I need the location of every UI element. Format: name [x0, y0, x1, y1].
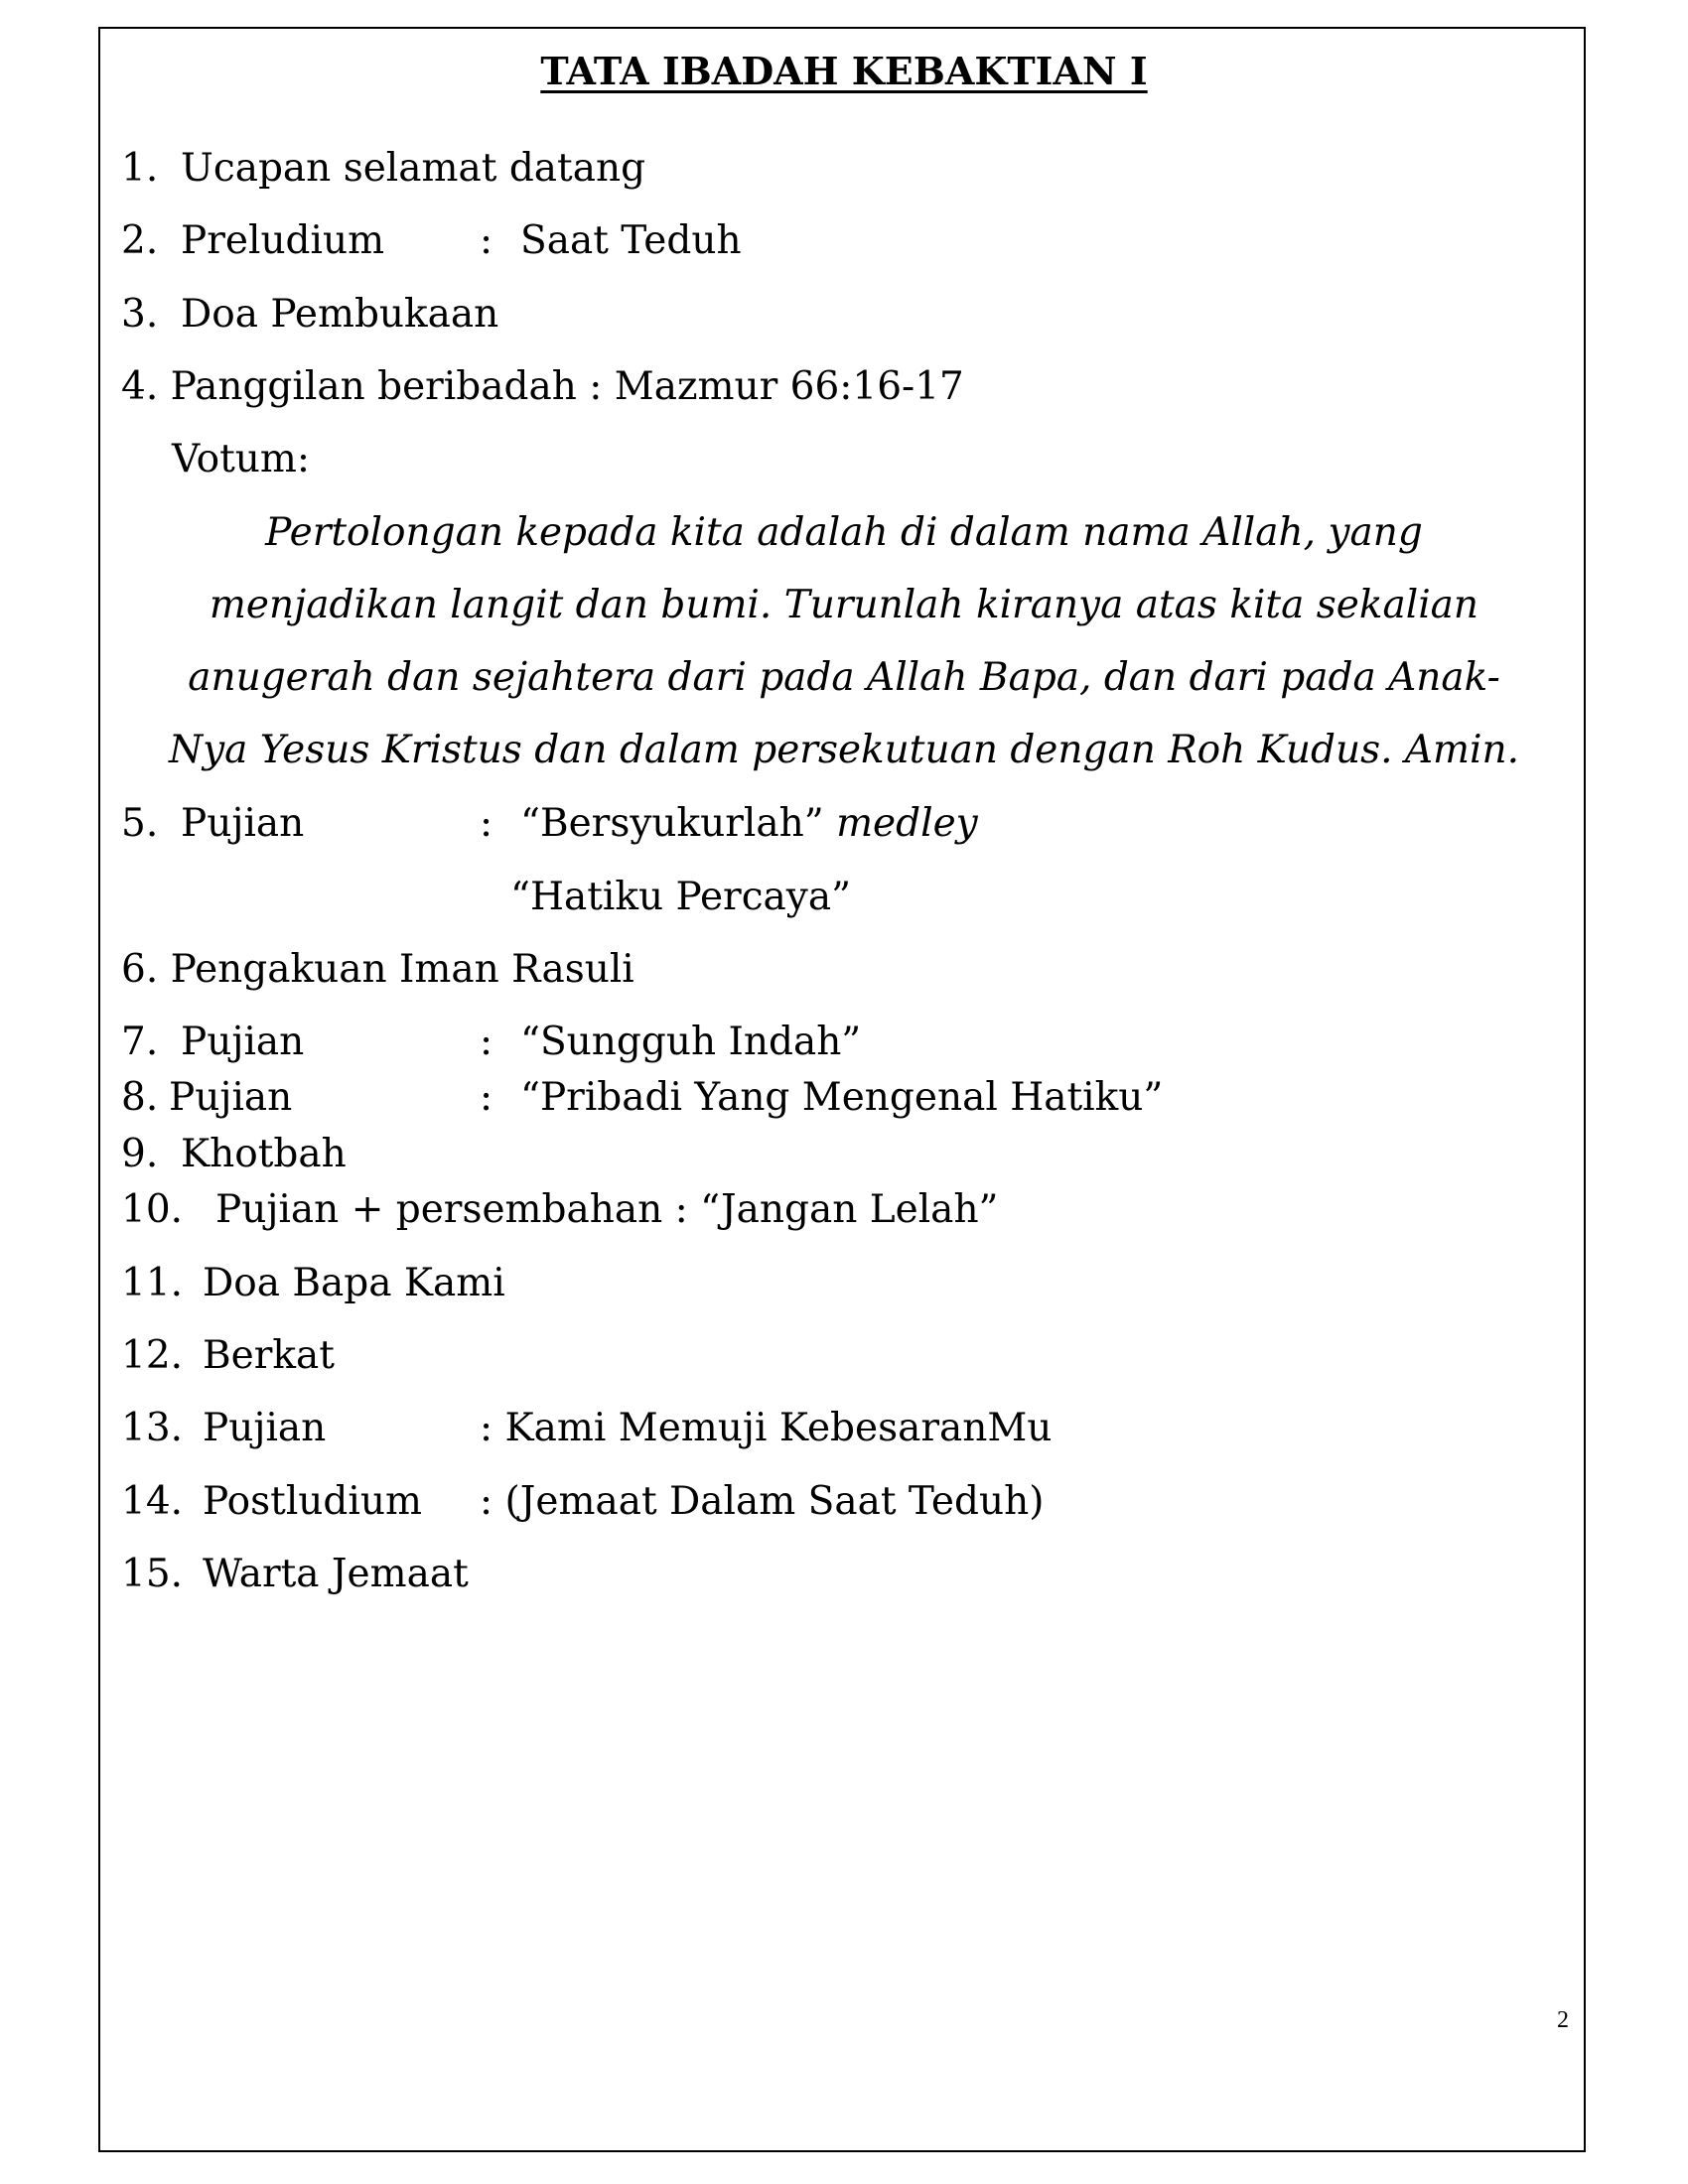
- item-3-number: 3.: [121, 292, 159, 337]
- votum-line: Nya Yesus Kristus dan dalam persekutuan dengan Roh Kudus. Amin.: [168, 728, 1520, 772]
- item-8-separator: :: [480, 1075, 493, 1120]
- item-14-value: : (Jemaat Dalam Saat Teduh): [480, 1479, 1045, 1524]
- item-13-label: Pujian: [203, 1406, 327, 1450]
- document-title: TATA IBADAH KEBAKTIAN I: [540, 49, 1148, 93]
- item-9-number: 9.: [121, 1132, 159, 1176]
- item-10-number: 10.: [121, 1187, 184, 1232]
- item-2-number: 2.: [121, 218, 159, 263]
- votum-line: menjadikan langit dan bumi. Turunlah kiranya atas kita sekalian: [209, 583, 1479, 627]
- votum-line: anugerah dan sejahtera dari pada Allah Bapa, dan dari pada Anak-: [188, 655, 1500, 700]
- item-10-label: Pujian + persembahan : “Jangan Lelah”: [215, 1187, 999, 1232]
- item-12-label: Berkat: [203, 1333, 335, 1378]
- item-12-number: 12.: [121, 1333, 184, 1378]
- item-13-value: : Kami Memuji KebesaranMu: [480, 1406, 1053, 1450]
- item-5-separator: :: [480, 801, 493, 846]
- item-1-label: Ucapan selamat datang: [181, 146, 646, 191]
- item-5-medley: medley: [836, 801, 978, 846]
- item-7-number: 7.: [121, 1020, 159, 1064]
- item-8-value: “Pribadi Yang Mengenal Hatiku”: [520, 1075, 1164, 1120]
- votum-line: Pertolongan kepada kita adalah di dalam nama Allah, yang: [265, 510, 1423, 555]
- item-11-label: Doa Bapa Kami: [203, 1261, 505, 1305]
- item-5-value: [520, 799, 978, 849]
- item-5-label: Pujian: [181, 801, 305, 846]
- item-3-label: Doa Pembukaan: [181, 292, 499, 337]
- item-1-number: 1.: [121, 146, 159, 191]
- item-5-number: 5.: [121, 801, 159, 846]
- votum-label: Votum:: [172, 437, 310, 481]
- item-2-value: Saat Teduh: [520, 218, 742, 263]
- item-2-separator: :: [480, 218, 493, 263]
- item-8-label: Pujian: [169, 1075, 293, 1120]
- item-7-separator: :: [480, 1020, 493, 1064]
- item-4-text: 4. Panggilan beribadah : Mazmur 66:16-17: [121, 364, 964, 409]
- item-14-number: 14.: [121, 1479, 184, 1524]
- item-15-number: 15.: [121, 1552, 184, 1596]
- item-6-text: 6. Pengakuan Iman Rasuli: [121, 947, 634, 992]
- item-11-number: 11.: [121, 1261, 184, 1305]
- item-9-label: Khotbah: [181, 1132, 347, 1176]
- item-13-number: 13.: [121, 1406, 184, 1450]
- page-number: 2: [1557, 2007, 1569, 2033]
- item-5-song: “Bersyukurlah”: [520, 801, 824, 846]
- item-8-number: 8.: [121, 1075, 159, 1120]
- item-7-value: “Sungguh Indah”: [520, 1020, 862, 1064]
- item-2-label: Preludium: [181, 218, 385, 263]
- item-15-label: Warta Jemaat: [203, 1552, 469, 1596]
- item-7-label: Pujian: [181, 1020, 305, 1064]
- item-14-label: Postludium: [203, 1479, 422, 1524]
- item-5-value-2: “Hatiku Percaya”: [510, 875, 852, 919]
